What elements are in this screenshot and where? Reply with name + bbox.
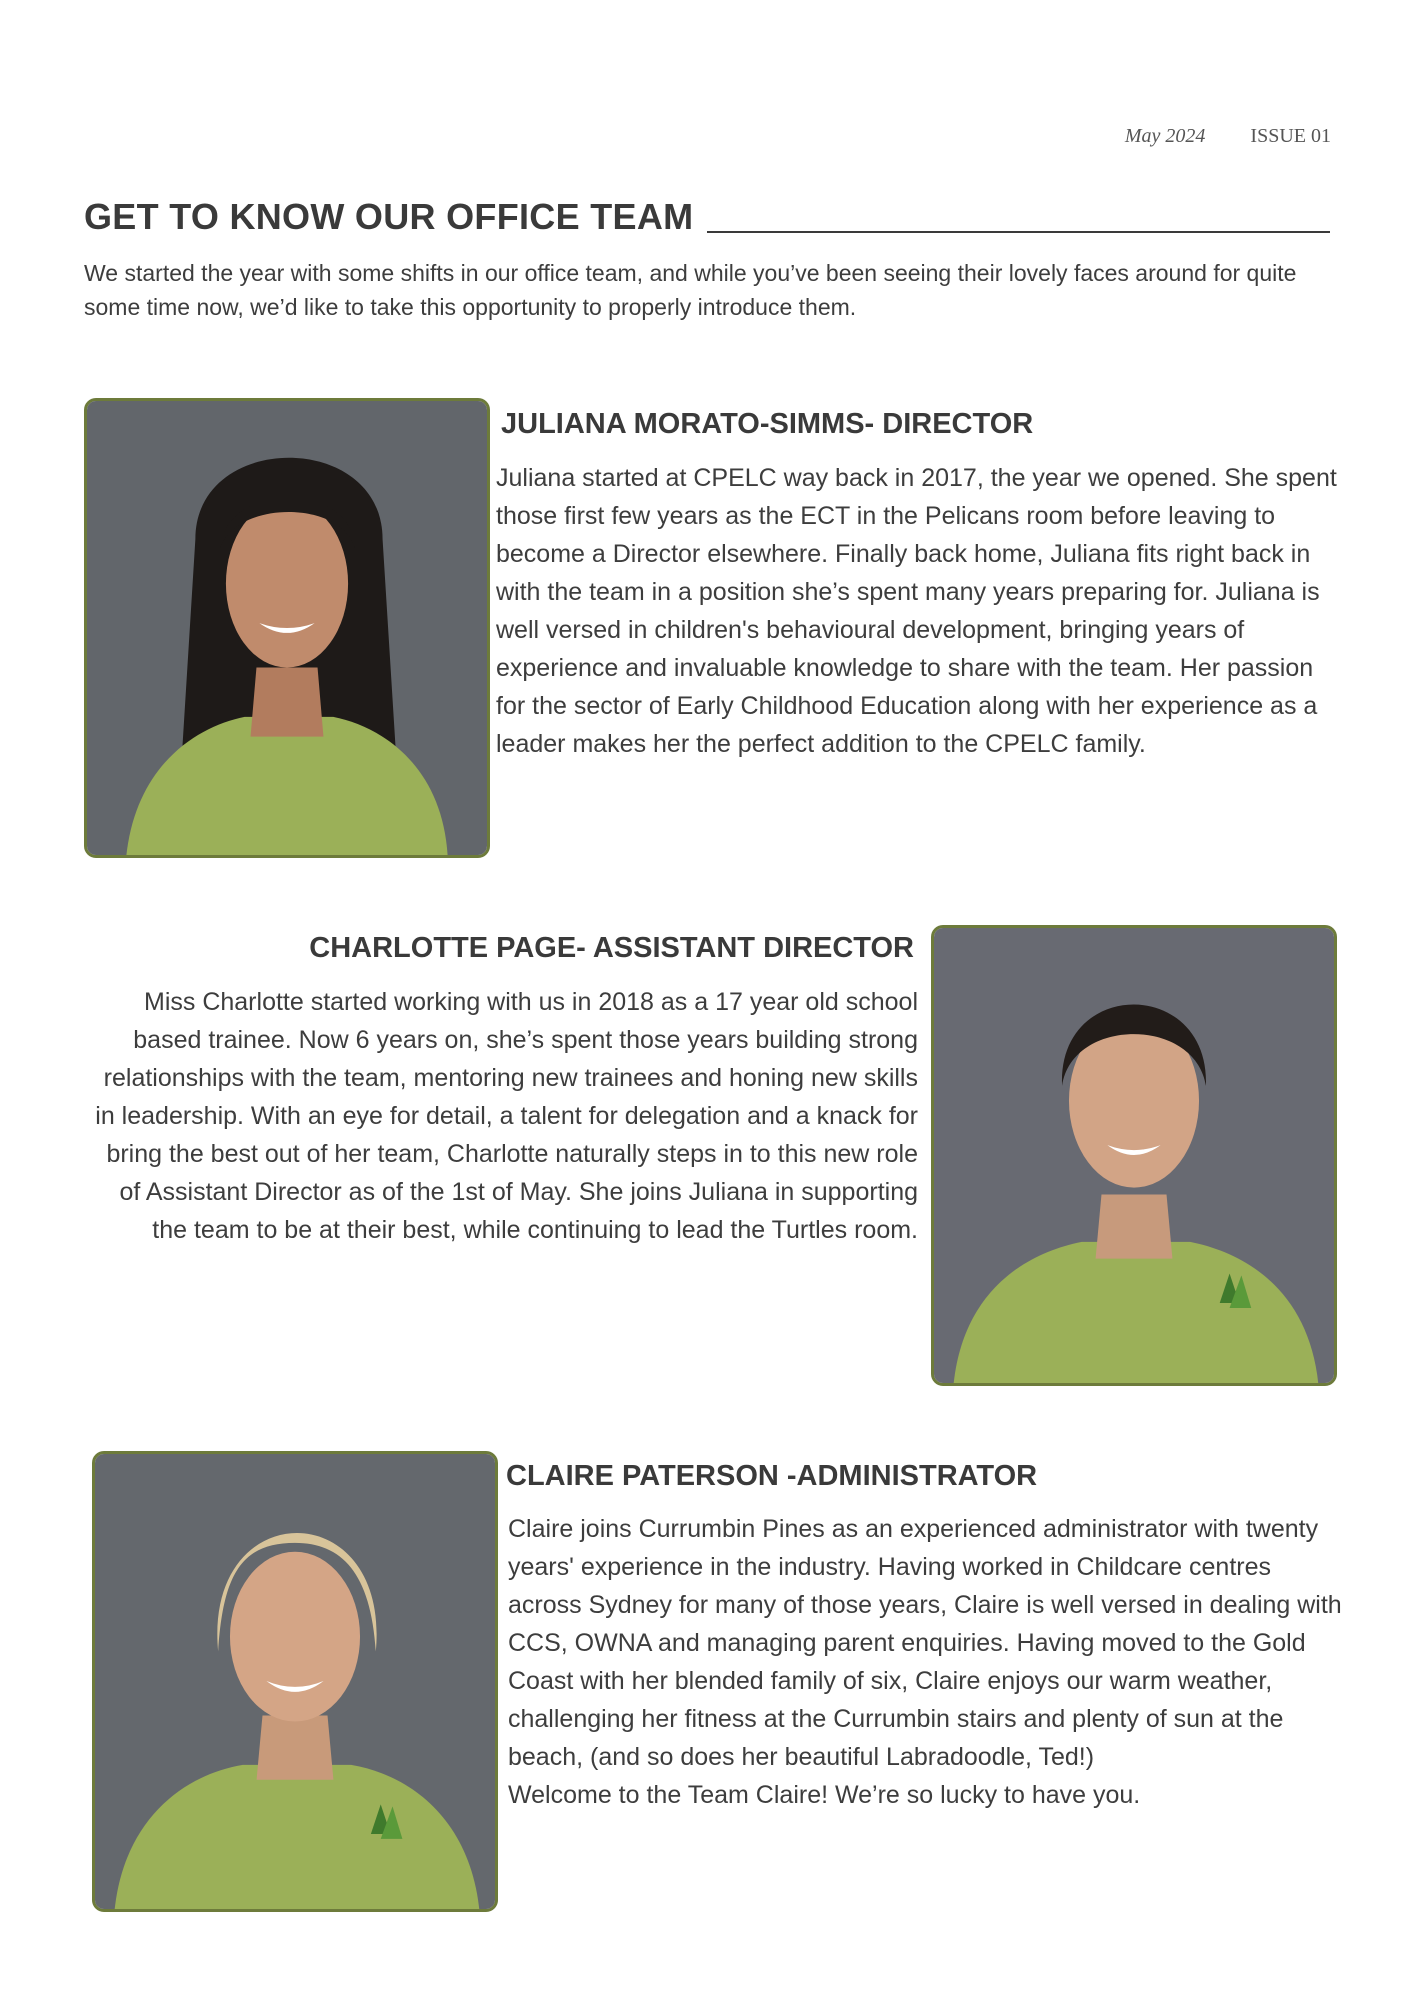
juliana-photo [84,398,490,858]
member-closing-text: Welcome to the Team Claire! We’re so lucky to have you. [508,1781,1141,1809]
issue-number: ISSUE 01 [1250,125,1331,147]
issue-header [1125,125,1331,148]
issue-date: May 2024 [1124,125,1206,147]
member-bio [508,1510,1348,1814]
member-name: JULIANA MORATO-SIMMS- DIRECTOR [501,408,1034,440]
title-rule [707,231,1330,233]
member-bio-text: Juliana started at CPELC way back in 2017, the year we opened. She spent those first few years as the ECT in the Pelicans room before leaving to become a Director elsewhere. Finally back home, Juliana fits right back in with the team in a position she’s spent many years preparing for. Juliana is well versed in children's behavioural development, bringing years of experience and invaluable knowledge to share with the team. Her passion for the sector of Early Childhood Education along with her experience as a leader makes her the perfect addition to the CPELC family. [496,464,1337,758]
member-name: CHARLOTTE PAGE- ASSISTANT DIRECTOR [309,932,914,964]
member-bio [496,459,1346,763]
section-title: GET TO KNOW OUR OFFICE TEAM [84,196,694,237]
charlotte-photo [931,925,1337,1386]
member-name: CLAIRE PATERSON -ADMINISTRATOR [506,1460,1038,1492]
member-bio-text: Claire joins Currumbin Pines as an experienced administrator with twenty years' experience in the industry. Having worked in Childcare centres across Sydney for many of those years, Claire is well versed in dealing with CCS, OWNA and managing parent enquiries. Having moved to the Gold Coast with her blended family of six, Claire enjoys our warm weather, challenging her fitness at the Currumbin stairs and plenty of sun at the beach, (and so does her beautiful Labradoodle, Ted!) [508,1515,1342,1771]
claire-photo [92,1451,498,1912]
intro-paragraph: We started the year with some shifts in our office team, and while you’ve been seeing their lovely faces around for quite some time now, we’d like to take this opportunity to properly introduce them. [84,260,1297,320]
member-bio-text: Miss Charlotte started working with us in 2018 as a 17 year old school based trainee. Now 6 years on, she’s spent those years building strong relationships with the team, mentoring new trainees and honing new skills in leadership. With an eye for detail, a talent for delegation and a knack for bring the best out of her team, Charlotte naturally steps in to this new role of Assistant Director as of the 1st of May. She joins Juliana in supporting the team to be at their best, while continuing to lead the Turtles room. [95,988,918,1244]
section-heading [84,196,1330,238]
member-bio [92,983,918,1249]
